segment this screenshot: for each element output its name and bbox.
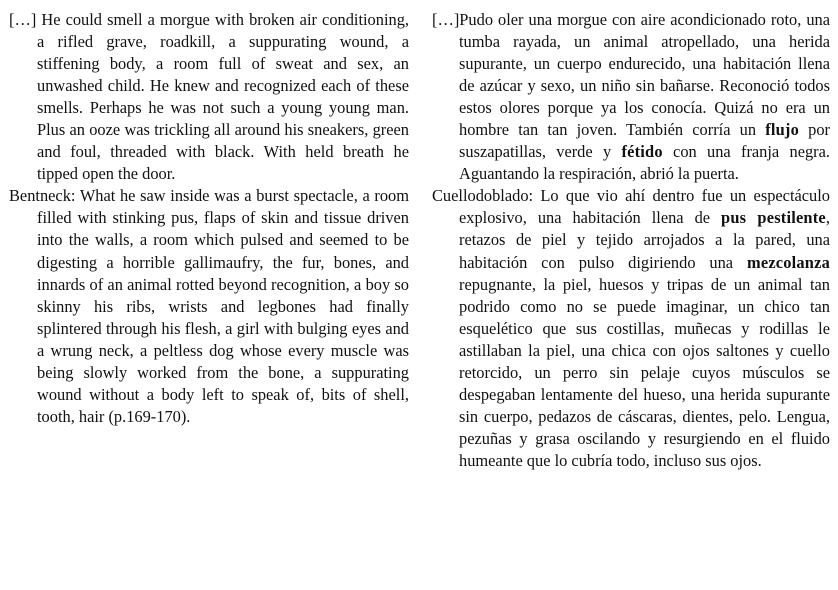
spanish-paragraph-2: [432, 185, 830, 472]
bold-term-pus-pestilente: pus pestilente: [721, 208, 826, 228]
spanish-p2-text-c: , retazos de piel y tejido arrojados a la pared, una habitación con pulso digiriendo una: [459, 208, 830, 272]
bold-term-fetido: fétido: [621, 142, 663, 162]
bold-term-flujo: flujo: [765, 120, 799, 140]
spanish-p2-text-d: repugnante, la piel, huesos y tripas de un animal tan podrido como no se puede imaginar, un chico tan esquelético que sus costillas, muñecas y rodillas le astillaban la piel, una chica con ojos saltones y cuello retorcido, un perro sin pelaje cuyos músculos se despegaban lentamente del hueso, una herida supurante sin cuerpo, pedazos de cáscaras, dientes, pelo. Lengua, pezuñas y grasa oscilando y resurgiendo en el fluido humeante que lo cubría todo, incluso sus ojos.: [459, 274, 830, 470]
spanish-p1-text-d: con una franja negra. Aguantando la respiración, abrió la puerta.: [459, 142, 831, 184]
spanish-column: [432, 9, 830, 472]
bold-term-mezcolanza: mezcolanza: [746, 252, 830, 272]
english-paragraph-1: […] He could smell a morgue with broken air conditioning, a rifled grave, roadkill, a suppurating wound, a stiffening body, a room full of sweat and sex, an unwashed child. He knew and recognized each of these smells. Perhaps he was not such a young young man. Plus an ooze was trickling all around his sneakers, green and foul, threaded with black. With held breath he tipped open the door.: [9, 10, 409, 184]
spanish-p1-text-c: por suszapatillas, verde y: [459, 120, 830, 162]
english-column: [9, 9, 409, 428]
english-paragraph-2: Bentneck: What he saw inside was a burst spectacle, a room filled with stinking pus, flaps of skin and tissue driven into the walls, a room which pulsed and seemed to be digesting a horrible gallimaufry, the fur, bones, and innards of an animal rotted beyond recognition, a boy so skinny his ribs, wrists and legbones had finally splintered through his flesh, a girl with bulging eyes and a wrung neck, a peltless dog whose every muscle was being slowly worked from the bone, a suppurating wound without a body left to speak of, bits of shell, tooth, hair (p.169-170).: [9, 186, 409, 426]
spanish-p1-text-a: […]Pudo oler una morgue con aire acondicionado roto, una tumba rayada, un animal atropellado, una herida supurante, un cuerpo endurecido, una habitación llena de azúcar y sexo, un niño sin bañarse. Reconoció todos estos olores porque ya los conocía. Quizá no era un hombre tan tan joven. También corría un: [432, 10, 830, 140]
spanish-paragraph-1: [432, 9, 830, 185]
spanish-p2-text-a: Cuellodoblado: Lo que vio ahí dentro fue un espectáculo explosivo, una habitación llena de: [432, 186, 830, 228]
